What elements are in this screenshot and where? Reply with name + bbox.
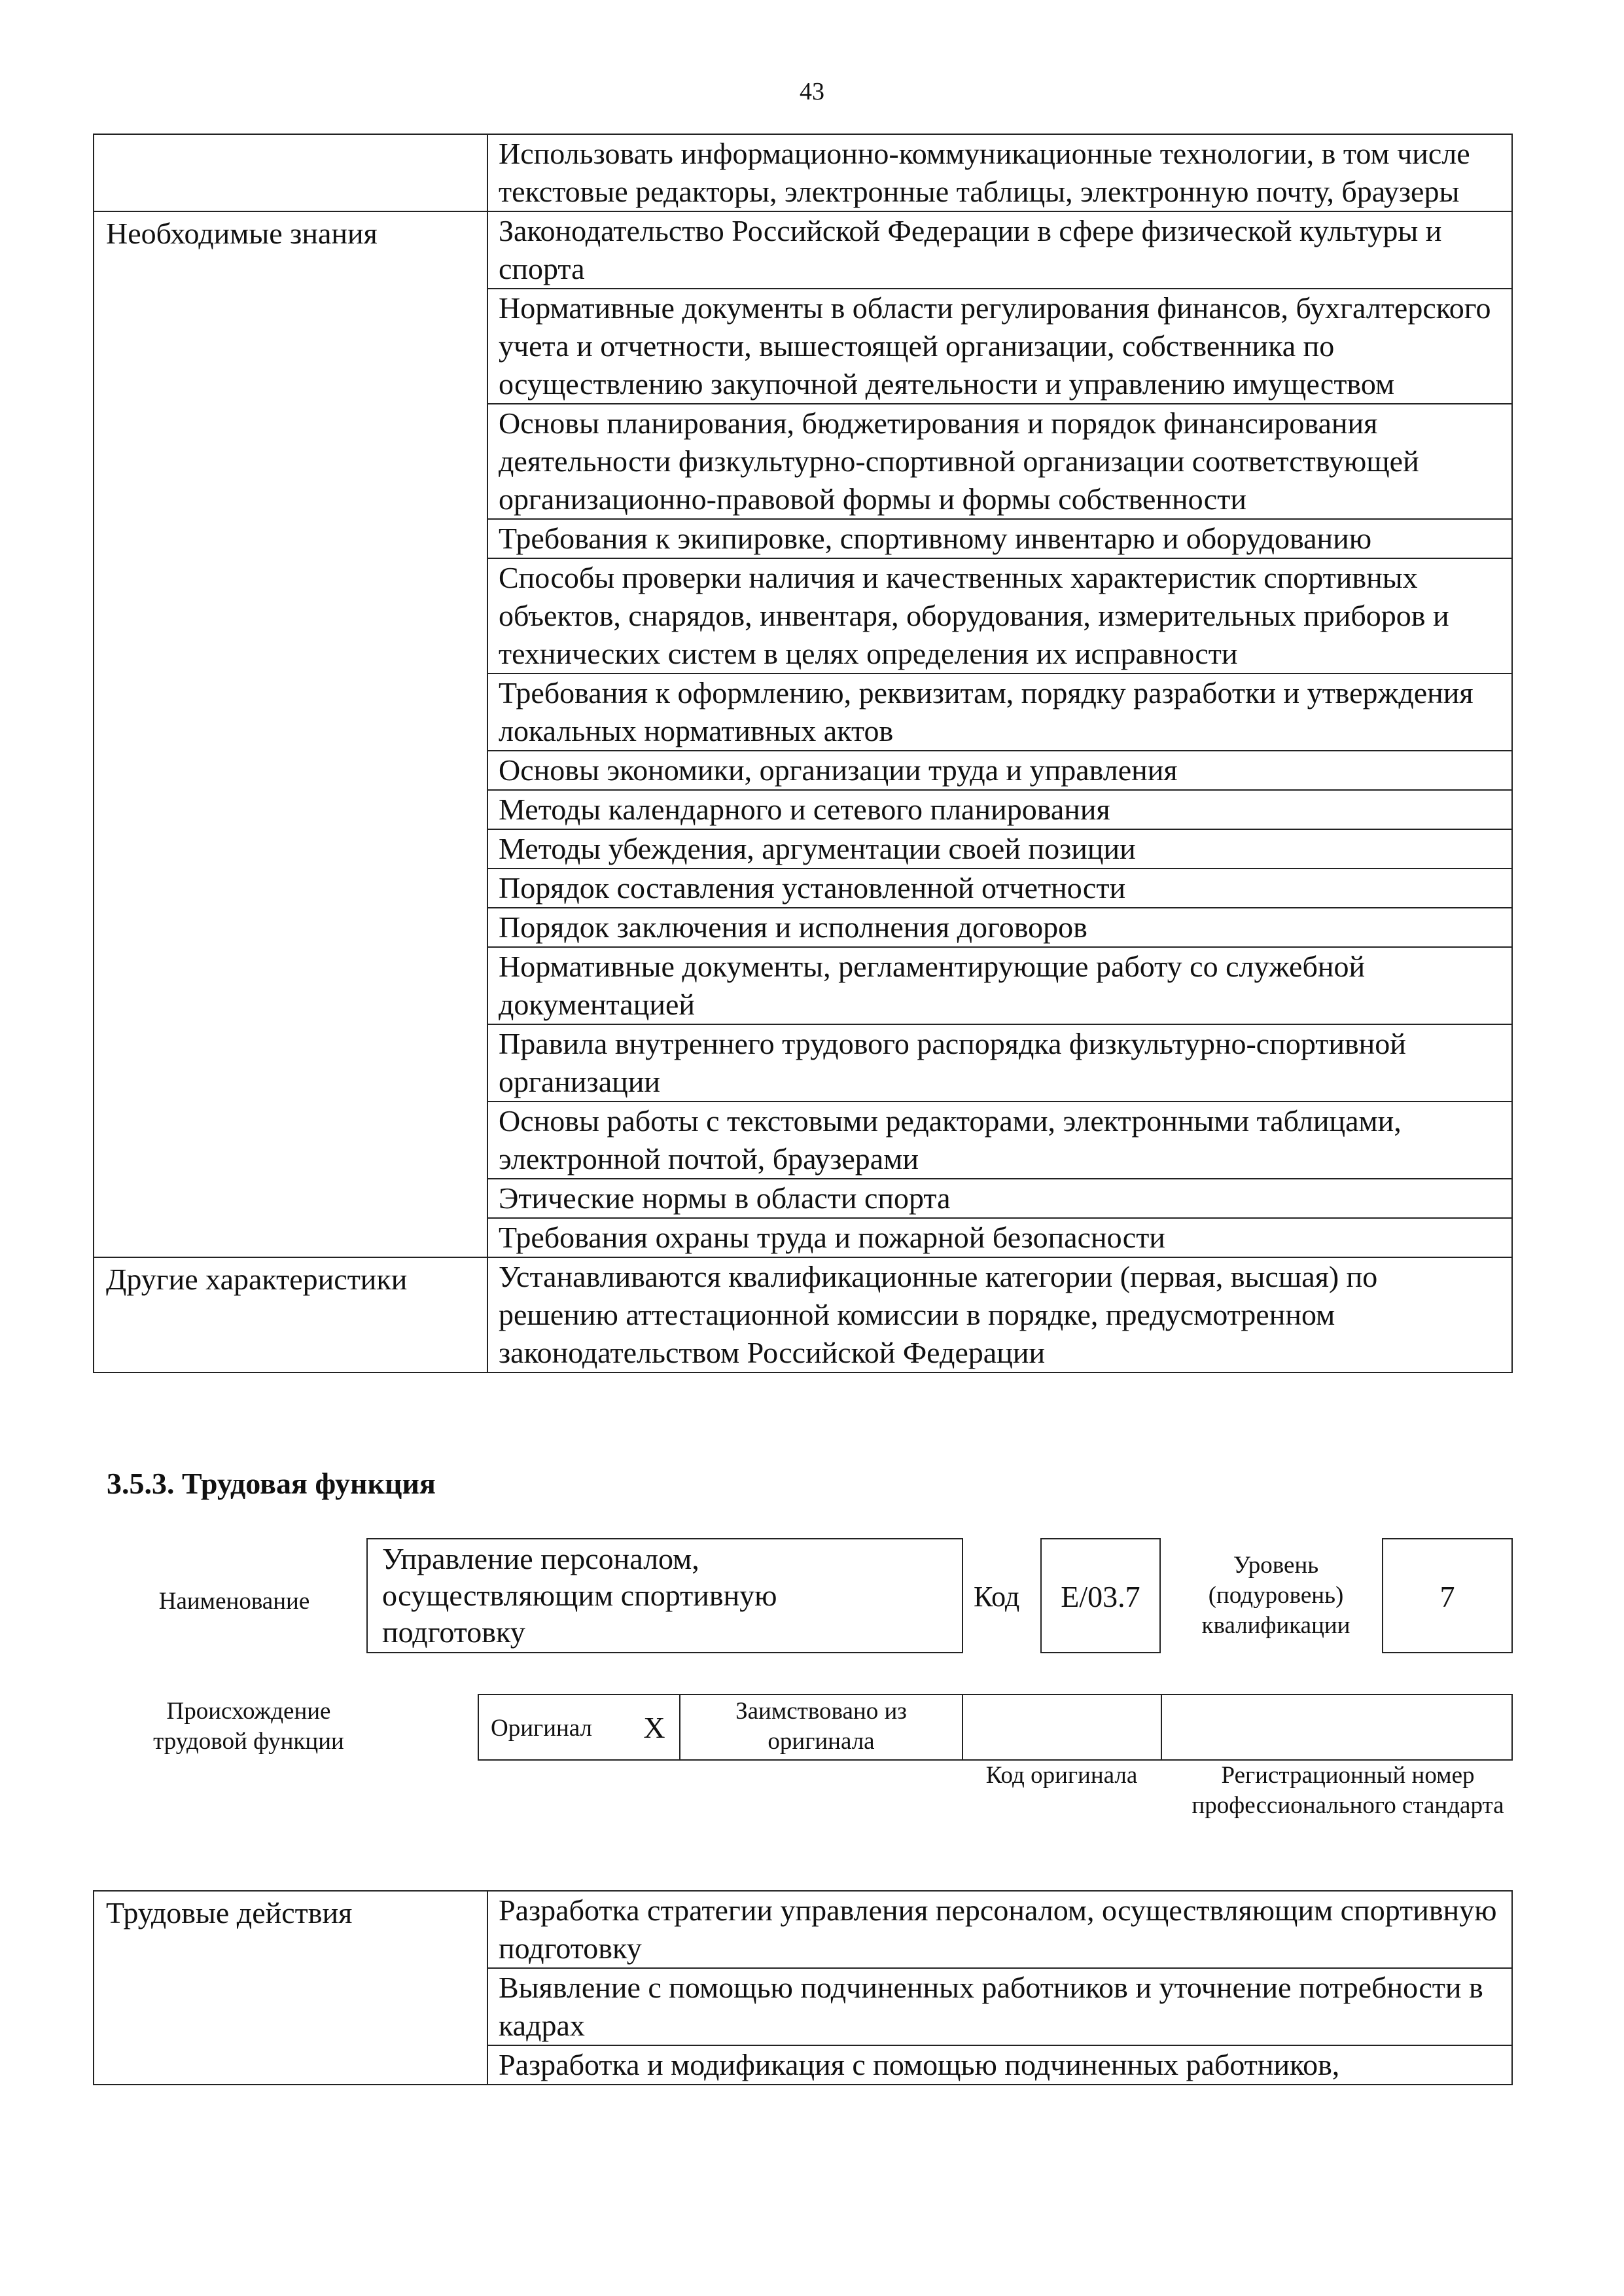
borrowed-label: Заимствовано из оригинала <box>735 1698 907 1755</box>
row-value: Использовать информационно-коммуникационные технологии, в том числе текстовые редакторы, электронные таблицы, электронную почту, браузеры <box>487 134 1512 211</box>
row-value: Устанавливаются квалификационные категории (первая, высшая) по решению аттестационной комиссии в порядке, предусмотренном законодательством Российской Федерации <box>487 1257 1512 1372</box>
row-value: Способы проверки наличия и качественных характеристик спортивных объектов, снарядов, инвентаря, оборудования, измерительных приборов и технических систем в целях определения их исправности <box>487 558 1512 673</box>
row-value: Требования к экипировке, спортивному инвентарю и оборудованию <box>487 519 1512 558</box>
row-value: Основы планирования, бюджетирования и порядок финансирования деятельности физкультурно-спортивной организации соответствующей организационно-правовой формы и формы собственности <box>487 404 1512 519</box>
row-value: Нормативные документы, регламентирующие работу со служебной документацией <box>487 947 1512 1024</box>
original-mark: X <box>643 1711 665 1744</box>
row-value: Основы экономики, организации труда и управления <box>487 751 1512 790</box>
row-value: Законодательство Российской Федерации в сфере физической культуры и спорта <box>487 211 1512 289</box>
row-value: Этические нормы в области спорта <box>487 1179 1512 1218</box>
original-label: Оригинал <box>491 1715 593 1742</box>
row-value: Разработка стратегии управления персоналом, осуществляющим спортивную подготовку <box>487 1891 1512 1968</box>
row-value: Методы убеждения, аргументации своей позиции <box>487 829 1512 869</box>
level-value: 7 <box>1439 1580 1455 1613</box>
reg-number-caption: Регистрационный номер профессионального стандарта <box>1192 1762 1504 1819</box>
name-label: Наименование <box>158 1588 310 1615</box>
origin-divider-1 <box>679 1694 680 1761</box>
row-label: Другие характеристики <box>94 1257 487 1372</box>
row-value: Порядок заключения и исполнения договоров <box>487 908 1512 947</box>
row-value: Методы календарного и сетевого планирования <box>487 790 1512 829</box>
page-number: 43 <box>800 78 824 105</box>
level-label: Уровень (подуровень) квалификации <box>1201 1552 1350 1639</box>
code-original-caption: Код оригинала <box>985 1762 1138 1789</box>
origin-box <box>478 1694 1513 1761</box>
row-value: Порядок составления установленной отчетности <box>487 869 1512 908</box>
origin-divider-3 <box>1161 1694 1162 1761</box>
code-value: E/03.7 <box>1061 1580 1140 1613</box>
code-label: Код <box>974 1581 1020 1613</box>
table-row <box>94 134 1512 211</box>
row-value: Требования охраны труда и пожарной безопасности <box>487 1218 1512 1257</box>
row-value: Нормативные документы в области регулирования финансов, бухгалтерского учета и отчетности, вышестоящей организации, собственника по осуществлению закупочной деятельности и управлению имуществом <box>487 289 1512 404</box>
knowledge-table <box>93 134 1513 1373</box>
row-value: Правила внутреннего трудового распорядка физкультурно-спортивной организации <box>487 1024 1512 1102</box>
row-label <box>94 134 487 211</box>
table-row <box>94 211 1512 289</box>
row-value: Разработка и модификация с помощью подчиненных работников, <box>487 2045 1512 2085</box>
row-value: Выявление с помощью подчиненных работников и уточнение потребности в кадрах <box>487 1968 1512 2045</box>
row-label: Необходимые знания <box>94 211 487 1257</box>
table-row <box>94 1891 1512 1968</box>
section-title: 3.5.3. Трудовая функция <box>107 1467 436 1500</box>
row-value: Требования к оформлению, реквизитам, порядку разработки и утверждения локальных нормативных актов <box>487 673 1512 751</box>
actions-table <box>93 1890 1513 2085</box>
function-name: Управление персоналом, осуществляющим спортивную подготовку <box>382 1542 777 1649</box>
table-row <box>94 1257 1512 1372</box>
origin-label: Происхождение трудовой функции <box>153 1698 344 1755</box>
origin-divider-2 <box>962 1694 963 1761</box>
row-label: Трудовые действия <box>94 1891 487 2085</box>
row-value: Основы работы с текстовыми редакторами, электронными таблицами, электронной почтой, браузерами <box>487 1102 1512 1179</box>
